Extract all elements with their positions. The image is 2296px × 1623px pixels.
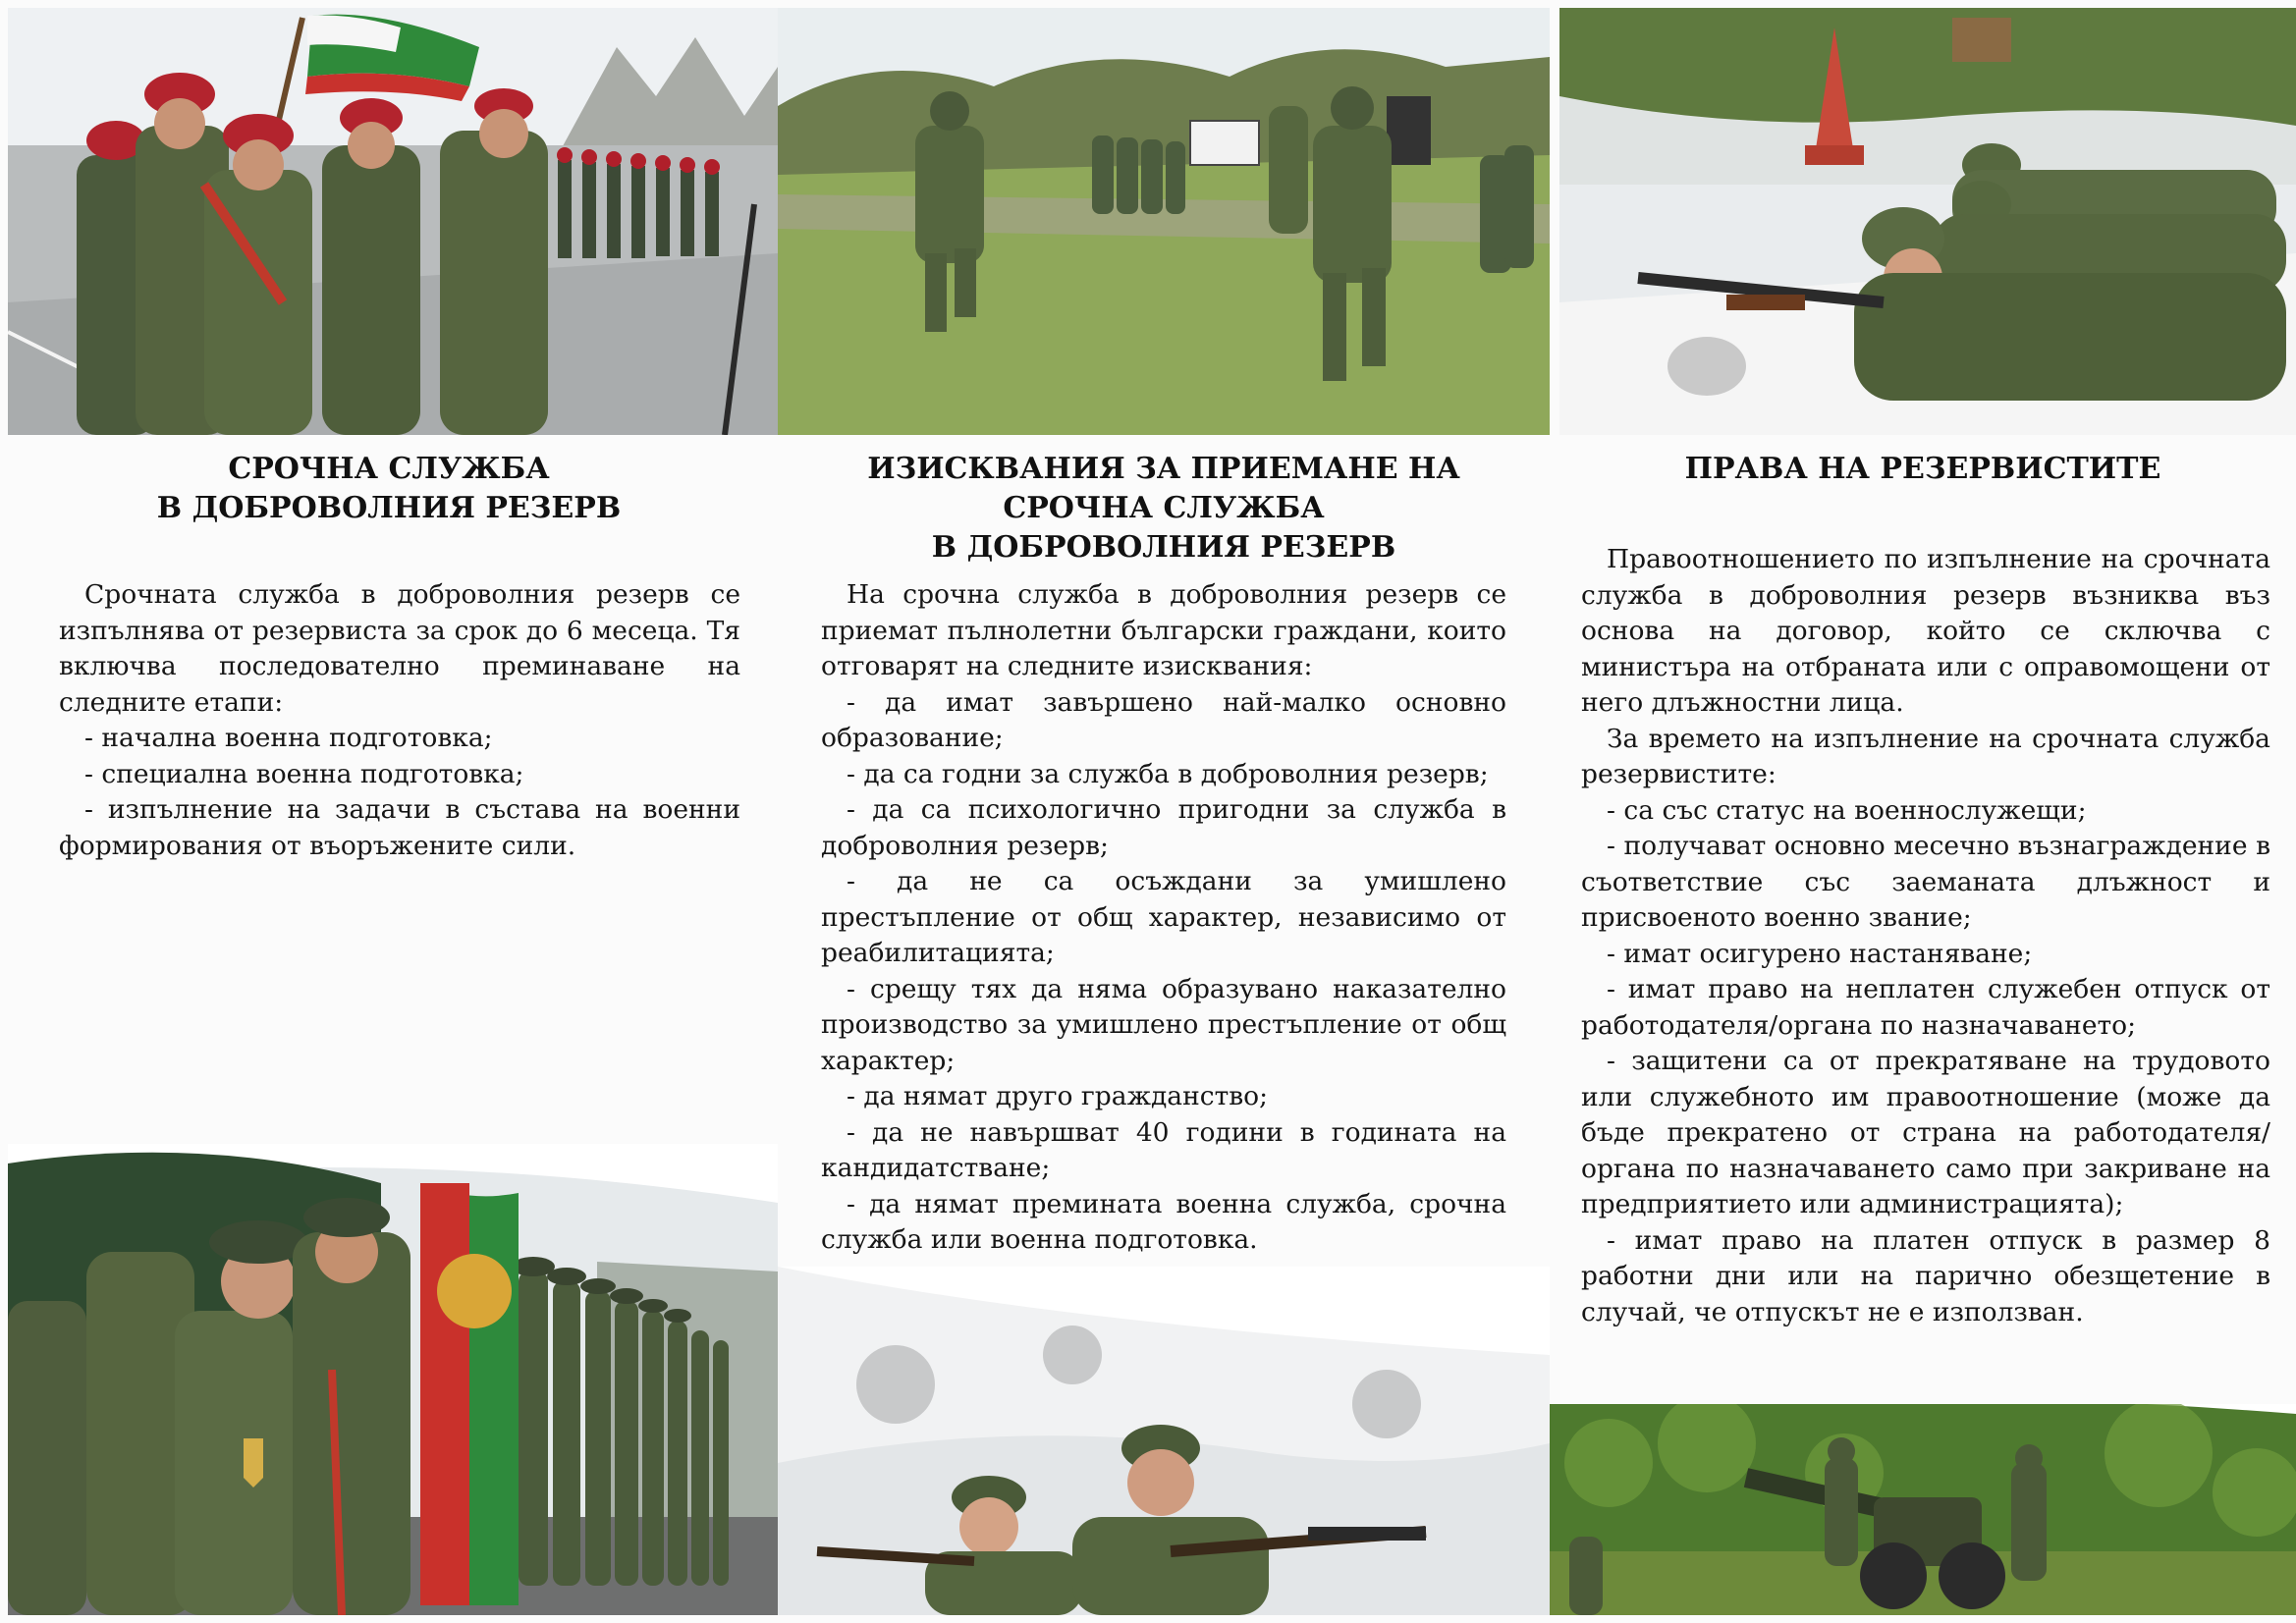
panel-fixed-term-service — [0, 0, 778, 1623]
panel-3-intro: Правоотношението по изпълнение на срочната служба в доброволния резерв възниква въз основа на договор, който се сключва с министъра на отбраната или с оправомощени от него длъжностни лица. — [1581, 544, 2270, 718]
list-item: - да нямат друго гражданство; — [847, 1081, 1269, 1111]
photo-soldiers-with-flag — [8, 8, 778, 435]
panel-1-title-line-1: СРОЧНА СЛУЖБА — [228, 452, 550, 486]
list-item: - получават основно месечно възнаграждение в съответствие със заеманата длъжност и присвоеното военно звание; — [1581, 831, 2270, 933]
panel-2-intro: На срочна служба в доброволния резерв се приемат пълнолетни български граждани, които отговарят на следните изисквания: — [821, 579, 1506, 681]
list-item: - да не навършват 40 години в годината на кандидатстване; — [821, 1116, 1506, 1183]
list-item: - да са психологично пригодни за служба в доброволния резерв; — [821, 794, 1506, 861]
panel-admission-requirements — [778, 0, 1550, 1623]
list-item: - да са годни за служба в доброволния резерв; — [847, 758, 1489, 789]
photo-formation-with-banner — [8, 1144, 778, 1615]
list-item: - начална военна подготовка; — [84, 723, 493, 753]
list-item: - имат осигурено настаняване; — [1607, 938, 2033, 969]
panel-1-body — [59, 577, 740, 864]
panel-1-title-line-2: В ДОБРОВОЛНИЯ РЕЗЕРВ — [156, 491, 622, 525]
panel-3-title — [1550, 450, 2296, 489]
panel-2-title-line-3: В ДОБРОВОЛНИЯ РЕЗЕРВ — [931, 530, 1396, 565]
panel-3-title-line-1: ПРАВА НА РЕЗЕРВИСТИТЕ — [1684, 452, 2161, 486]
list-item: - да нямат премината военна служба, срочна служба или военна подготовка. — [821, 1188, 1506, 1255]
panel-reservists-rights — [1550, 0, 2296, 1623]
panel-3-lead: За времето на изпълнение на срочната служба резервистите: — [1581, 723, 2270, 789]
panel-2-title-line-1: ИЗИСКВАНИЯ ЗА ПРИЕМАНЕ НА — [867, 452, 1460, 486]
list-item: - изпълнение на задачи в състава на военни формирования от въоръжените сили. — [59, 794, 740, 861]
list-item: - срещу тях да няма образувано наказателно производство за умишлено престъпление от общ характер; — [821, 973, 1506, 1076]
photo-soldiers-running — [778, 8, 1550, 435]
list-item: - да не са осъждани за умишлено престъпление от общ характер, независимо от реабилитацията; — [821, 866, 1506, 968]
list-item: - имат право на неплатен служебен отпуск от работодателя/органа по назначаването; — [1581, 974, 2270, 1041]
photo-soldiers-shooting-prone — [1559, 8, 2296, 435]
photo-soldiers-in-snow — [778, 1267, 1550, 1615]
photo-artillery-crew — [1550, 1404, 2296, 1615]
list-item: - да имат завършено най-малко основно образование; — [821, 686, 1506, 753]
panel-2-body — [821, 577, 1506, 1259]
panel-2-title-line-2: СРОЧНА СЛУЖБА — [1003, 491, 1325, 525]
panel-1-title — [0, 450, 778, 528]
panel-2-title — [778, 450, 1550, 568]
list-item: - имат право на платен отпуск в размер 8 работни дни или на парично обезщетение в случай, че отпускът не е използван. — [1581, 1224, 2270, 1327]
panel-1-intro: Срочната служба в доброволния резерв се изпълнява от резервиста за срок до 6 месеца. Тя включва последователно преминаване на следните етапи: — [59, 579, 740, 718]
panel-3-body — [1581, 542, 2270, 1330]
list-item: - специална военна подготовка; — [84, 758, 524, 789]
list-item: - защитени са от прекратяване на трудовото или служебното им правоотношение (може да бъде прекратено от страна на работодателя/органа по назначаването само при закриване на предприятието или администрацията); — [1581, 1046, 2270, 1219]
list-item: - са със статус на военнослужещи; — [1607, 794, 2087, 826]
